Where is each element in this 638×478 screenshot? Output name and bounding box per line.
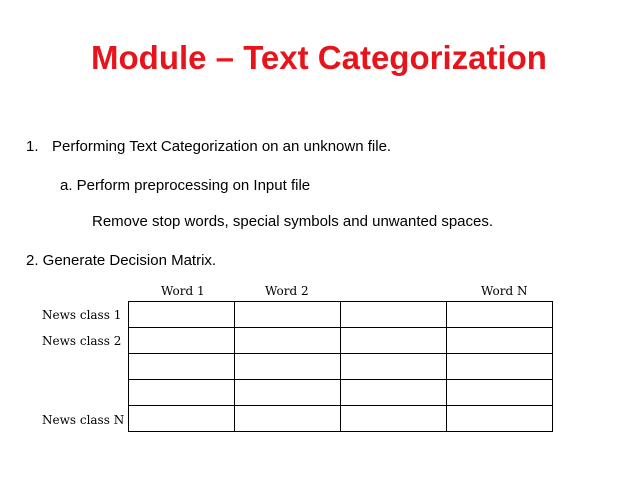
matrix-cell	[235, 302, 341, 328]
matrix-cell	[447, 354, 553, 380]
decision-matrix	[128, 301, 553, 432]
matrix-cell	[341, 328, 447, 354]
matrix-cell	[129, 406, 235, 432]
matrix-row	[129, 328, 553, 354]
matrix-cell	[129, 328, 235, 354]
item-1-text: Performing Text Categorization on an unknown file.	[52, 138, 392, 155]
matrix-row	[129, 302, 553, 328]
matrix-row	[129, 354, 553, 380]
matrix-cell	[341, 406, 447, 432]
column-header-word-n: Word N	[481, 284, 528, 298]
matrix-cell	[447, 406, 553, 432]
row-label-news-class-n: News class N	[42, 413, 125, 427]
item-2: 2. Generate Decision Matrix.	[26, 252, 217, 269]
matrix-cell	[447, 302, 553, 328]
matrix-cell	[341, 354, 447, 380]
matrix-cell	[129, 354, 235, 380]
matrix-row	[129, 406, 553, 432]
row-label-news-class-1: News class 1	[42, 308, 122, 322]
matrix-cell	[235, 354, 341, 380]
matrix-cell	[235, 406, 341, 432]
matrix-cell	[447, 380, 553, 406]
matrix-cell	[341, 380, 447, 406]
matrix-cell	[235, 380, 341, 406]
matrix-cell	[447, 328, 553, 354]
matrix-cell	[341, 302, 447, 328]
item-1a-detail: Remove stop words, special symbols and unwanted spaces.	[92, 213, 494, 230]
item-1a: a. Perform preprocessing on Input file	[60, 177, 311, 194]
item-1	[26, 138, 391, 156]
matrix-cell	[129, 302, 235, 328]
slide-title: Module – Text Categorization	[91, 39, 547, 76]
item-1-number: 1.	[26, 138, 39, 155]
column-header-word-2: Word 2	[265, 284, 309, 298]
column-header-word-1: Word 1	[161, 284, 205, 298]
row-label-news-class-2: News class 2	[42, 334, 122, 348]
matrix-cell	[235, 328, 341, 354]
matrix-cell	[129, 380, 235, 406]
matrix-row	[129, 380, 553, 406]
